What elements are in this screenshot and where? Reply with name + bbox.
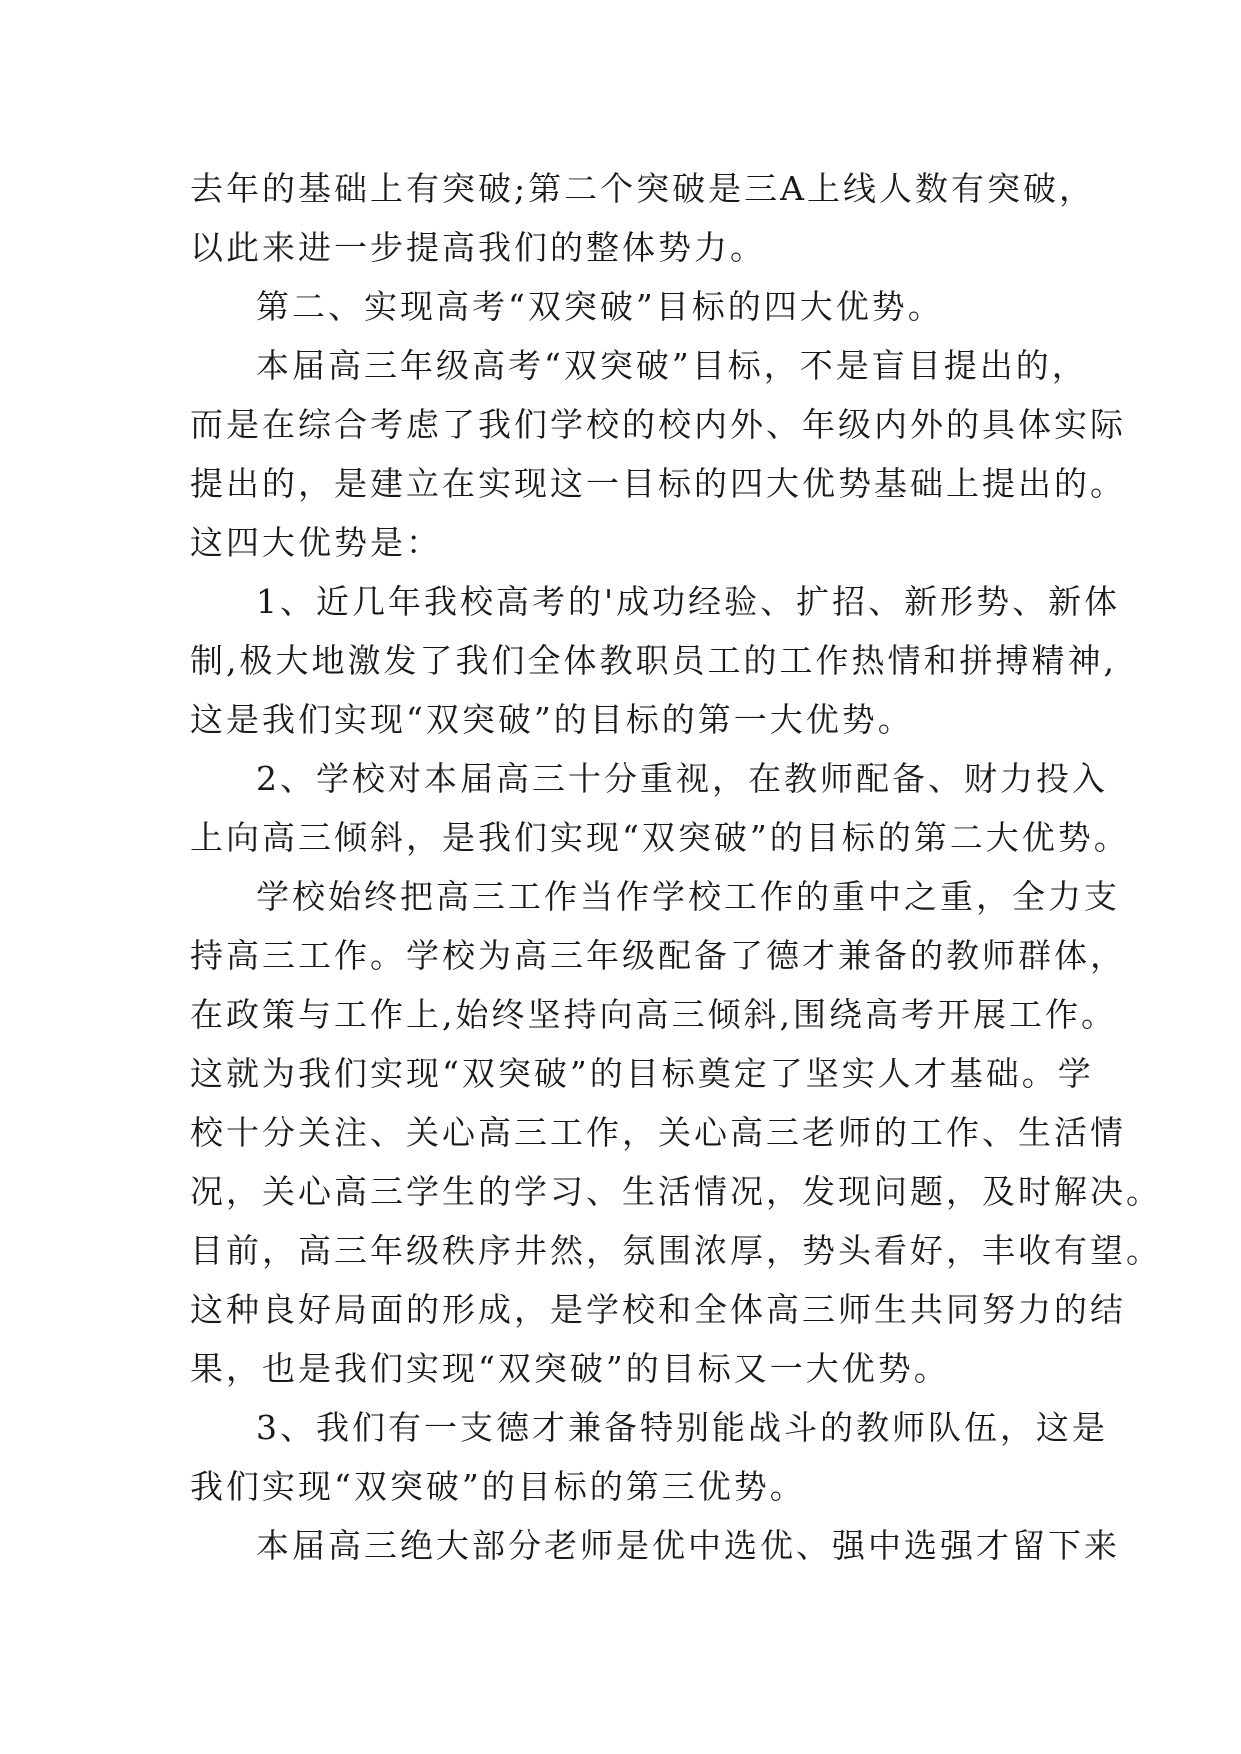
list-item-2: 2、学校对本届高三十分重视，在教师配备、财力投入 xyxy=(256,759,1108,798)
list-item-1: 1、近几年我校高考的'成功经验、扩招、新形势、新体 xyxy=(256,582,1121,621)
text-line: 学校始终把高三工作当作学校工作的重中之重，全力支 xyxy=(256,877,1120,916)
text-line: 况，关心高三学生的学习、生活情况，发现问题，及时解决。 xyxy=(190,1172,1162,1211)
text-line: 持高三工作。学校为高三年级配备了德才兼备的教师群体， xyxy=(190,936,1126,975)
text-line: 果，也是我们实现“双突破”的目标又一大优势。 xyxy=(190,1349,950,1388)
list-item-3: 3、我们有一支德才兼备特别能战斗的教师队伍，这是 xyxy=(256,1408,1108,1447)
text-line: 本届高三年级高考“双突破”目标，不是盲目提出的， xyxy=(256,346,1088,385)
text-line: 我们实现“双突破”的目标的第三优势。 xyxy=(190,1467,806,1506)
text-line: 这四大优势是： xyxy=(190,523,442,562)
text-line: 这就为我们实现“双突破”的目标奠定了坚实人才基础。学 xyxy=(190,1054,1094,1093)
section-heading: 第二、实现高考“双突破”目标的四大优势。 xyxy=(256,287,944,326)
text-line: 这种良好局面的形成，是学校和全体高三师生共同努力的结 xyxy=(190,1290,1126,1329)
text-line: 校十分关注、关心高三工作，关心高三老师的工作、生活情 xyxy=(190,1113,1126,1152)
text-line: 去年的基础上有突破;第二个突破是三A上线人数有突破， xyxy=(190,169,1095,208)
text-line: 在政策与工作上,始终坚持向高三倾斜,围绕高考开展工作。 xyxy=(190,995,1117,1034)
text-line: 以此来进一步提高我们的整体势力。 xyxy=(190,228,766,267)
text-line: 目前，高三年级秩序井然，氛围浓厚，势头看好，丰收有望。 xyxy=(190,1231,1162,1270)
text-line: 而是在综合考虑了我们学校的校内外、年级内外的具体实际 xyxy=(190,405,1126,444)
text-line: 本届高三绝大部分老师是优中选优、强中选强才留下来 xyxy=(256,1526,1120,1565)
document-body xyxy=(190,159,1162,1575)
text-line: 上向高三倾斜，是我们实现“双突破”的目标的第二大优势。 xyxy=(190,818,1130,857)
text-line: 制,极大地激发了我们全体教职员工的工作热情和拼搏精神, xyxy=(190,641,1117,680)
text-line: 这是我们实现“双突破”的目标的第一大优势。 xyxy=(190,700,914,739)
text-line: 提出的，是建立在实现这一目标的四大优势基础上提出的。 xyxy=(190,464,1126,503)
